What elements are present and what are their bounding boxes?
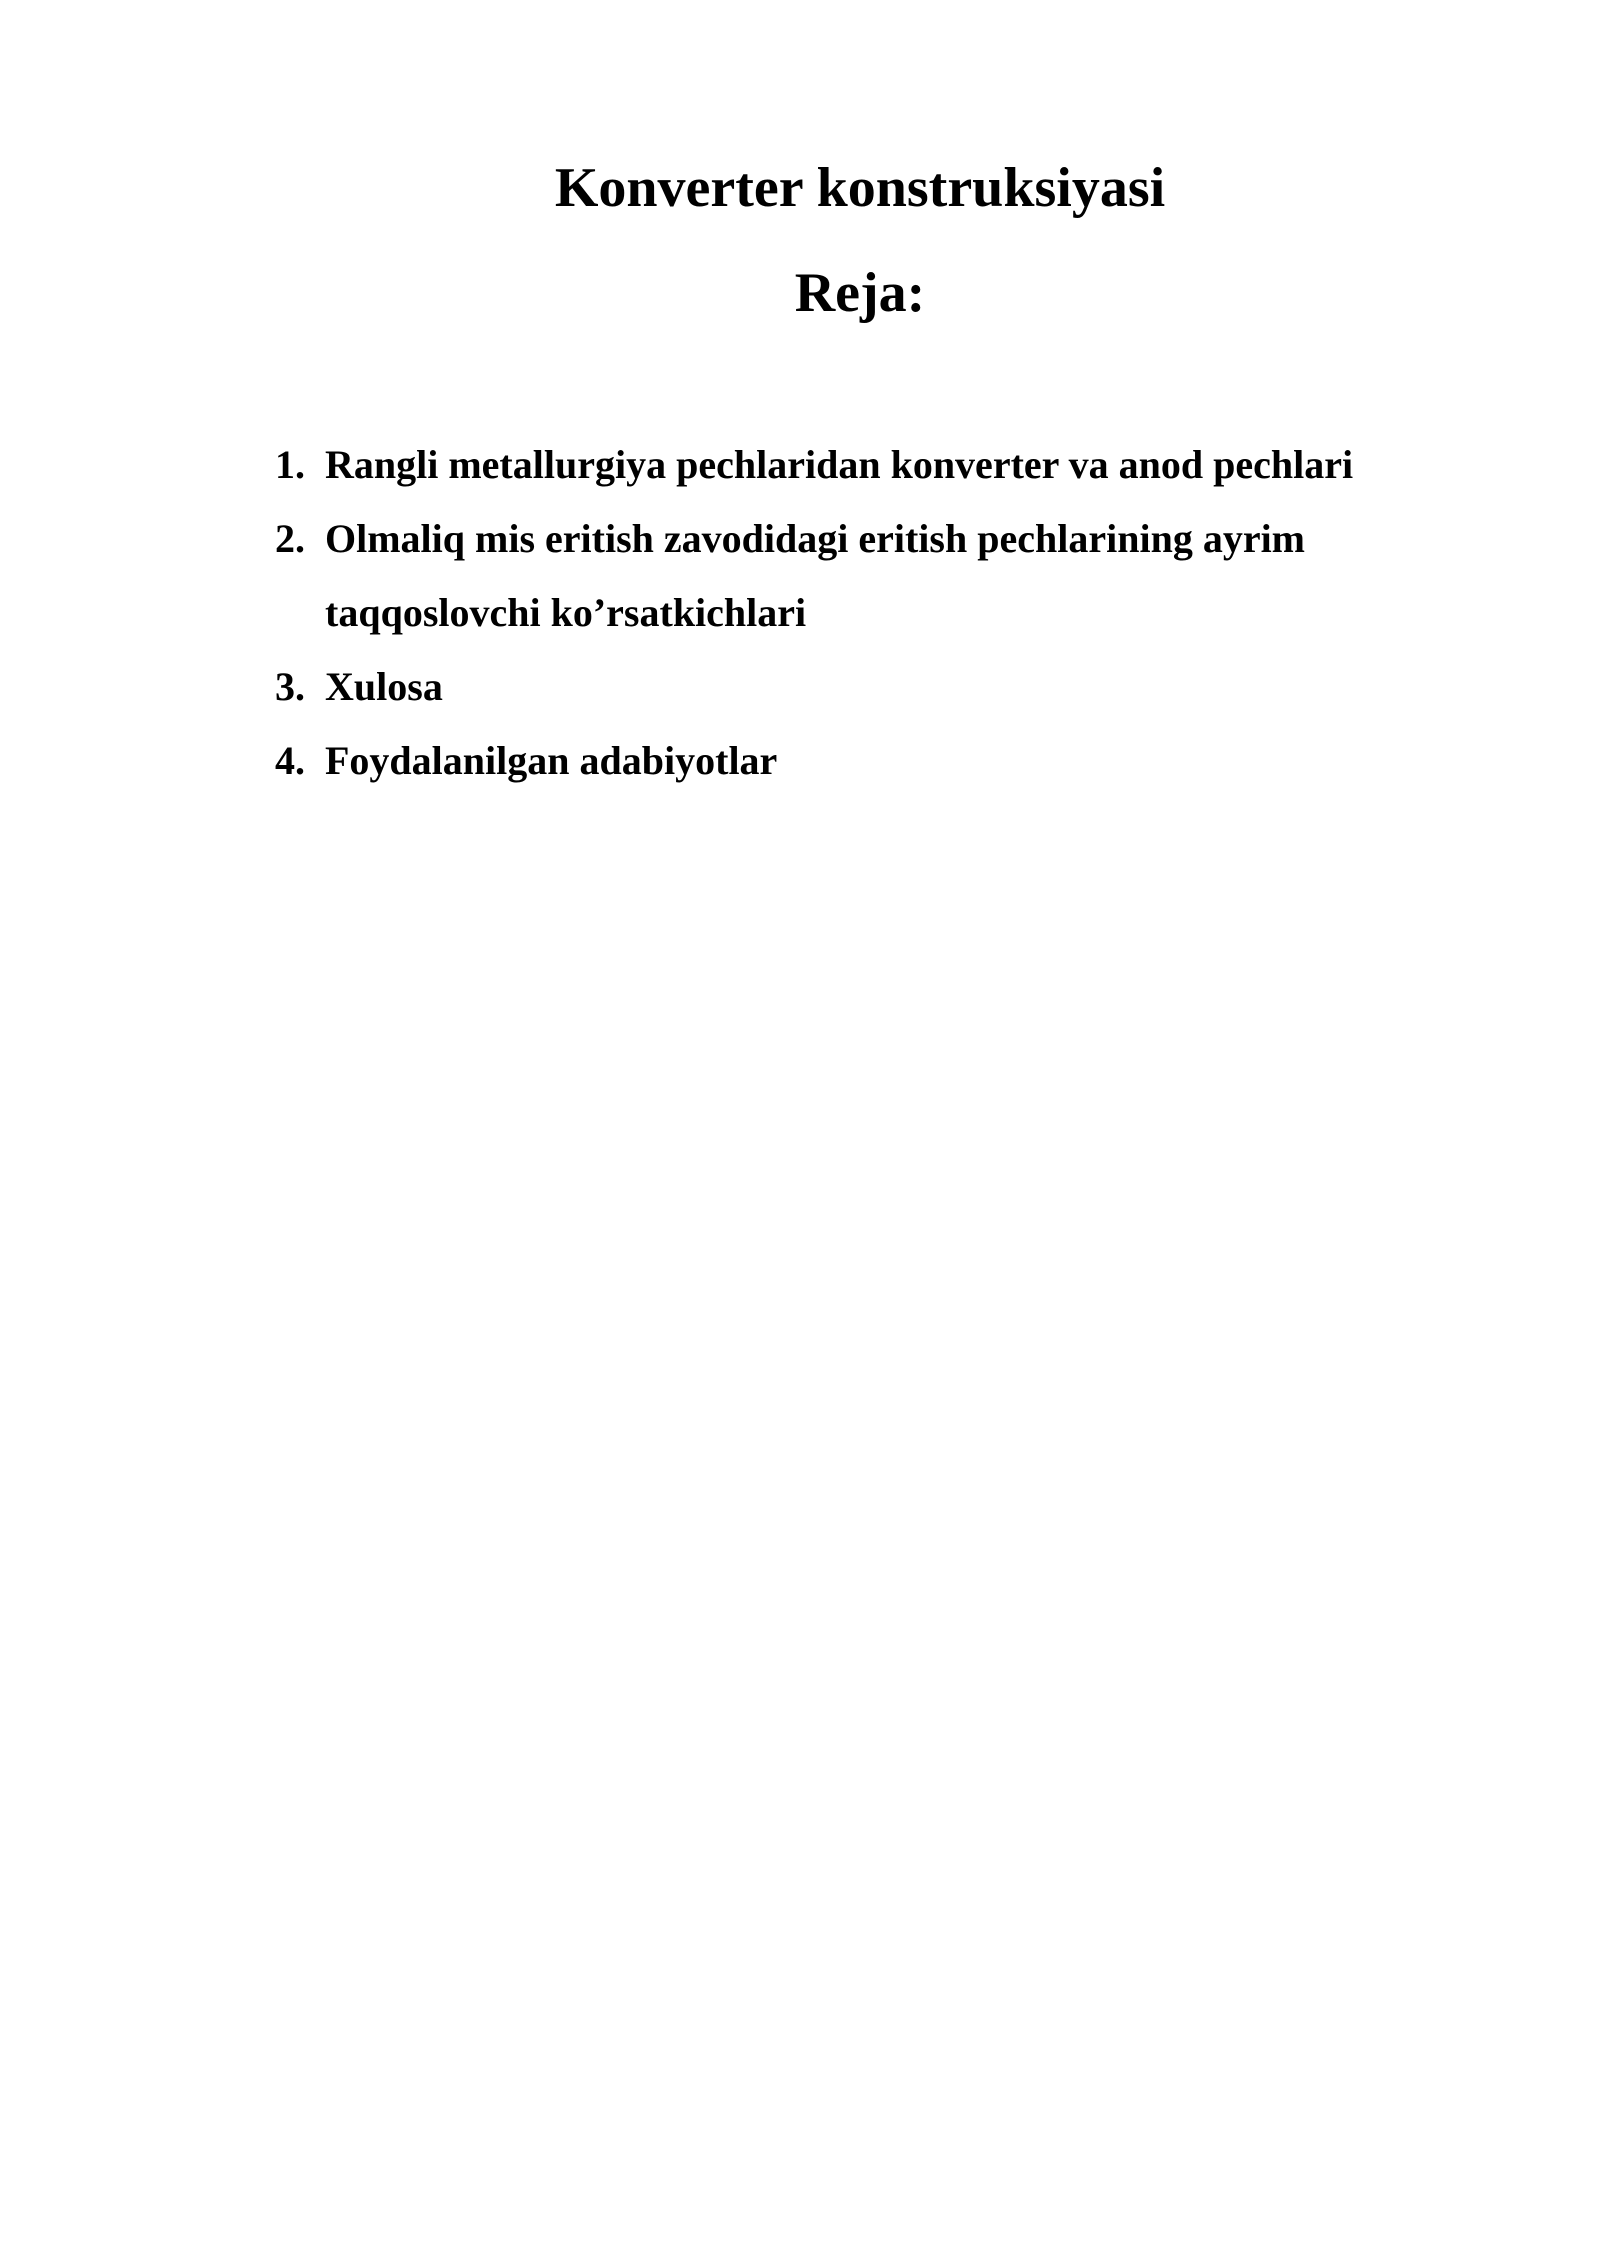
- plan-item-text: Foydalanilgan adabiyotlar: [325, 738, 778, 783]
- plan-item-text: Xulosa: [325, 664, 443, 709]
- plan-item-text: Olmaliq mis eritish zavodidagi eritish pechlarining ayrim taqqoslovchi ko’rsatkichlari: [325, 516, 1305, 635]
- plan-item-number: 3.: [275, 664, 305, 709]
- plan-item-number: 1.: [275, 442, 305, 487]
- plan-item-number: 2.: [275, 516, 305, 561]
- plan-item-text: Rangli metallurgiya pechlaridan konverter va anod pechlari: [325, 442, 1354, 487]
- plan-item-2: [275, 502, 1565, 650]
- plan-list: [275, 428, 1565, 798]
- document-title: Konverter konstruksiyasi: [554, 157, 1166, 219]
- plan-item-4: [275, 724, 1565, 798]
- plan-item-1: [275, 428, 1565, 502]
- plan-heading: Reja:: [794, 262, 926, 324]
- plan-item-number: 4.: [275, 738, 305, 783]
- plan-item-3: [275, 650, 1565, 724]
